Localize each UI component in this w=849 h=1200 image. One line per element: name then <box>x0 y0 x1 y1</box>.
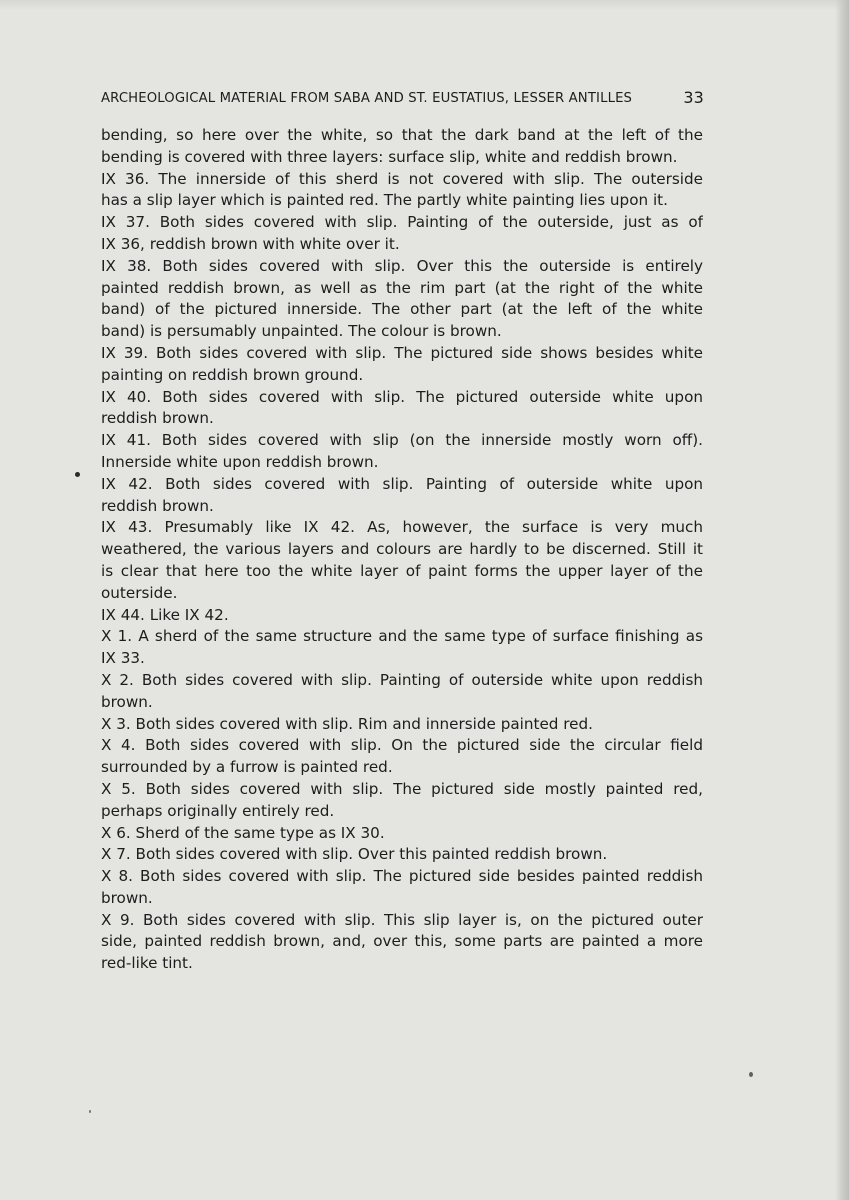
text-line: band) is persumably unpainted. The colour is brown. <box>101 322 502 341</box>
paragraph <box>101 474 703 518</box>
paragraph <box>101 169 703 213</box>
text-line: IX 37. Both sides covered with slip. Painting of the outerside, just as of <box>101 213 703 232</box>
paper-speck <box>749 1072 753 1077</box>
paragraph <box>101 735 703 779</box>
text-line: IX 36. The innerside of this sherd is not covered with slip. The outerside <box>101 169 703 188</box>
paragraph <box>101 866 703 910</box>
running-head-title: ARCHEOLOGICAL MATERIAL FROM SABA AND ST. EUSTATIUS, LESSER ANTILLES <box>101 91 633 106</box>
paper-speck <box>75 472 80 477</box>
paragraph <box>101 605 703 627</box>
paragraph <box>101 670 703 714</box>
text-line: IX 42. Both sides covered with slip. Painting of outerside white upon <box>101 474 703 493</box>
text-line: X 8. Both sides covered with slip. The pictured side besides painted reddish <box>101 867 703 886</box>
text-line: IX 44. Like IX 42. <box>101 605 229 624</box>
text-line: IX 41. Both sides covered with slip (on the innerside mostly worn off). <box>101 431 703 450</box>
text-line: IX 40. Both sides covered with slip. The pictured outerside white upon <box>101 387 703 406</box>
text-line: is clear that here too the white layer of paint forms the upper layer of the <box>101 561 703 580</box>
paragraph <box>101 387 703 431</box>
text-line: bending is covered with three layers: surface slip, white and reddish brown. <box>101 147 678 166</box>
body-text <box>101 125 703 975</box>
text-line: IX 43. Presumably like IX 42. As, however, the surface is very much <box>101 518 703 537</box>
paragraph <box>101 779 703 823</box>
text-line: brown. <box>101 888 153 907</box>
paragraph <box>101 844 703 866</box>
text-line: IX 38. Both sides covered with slip. Over this the outerside is entirely <box>101 256 703 275</box>
paper-speck <box>89 1110 91 1113</box>
text-line: painting on reddish brown ground. <box>101 365 364 384</box>
page-edge-top <box>0 0 849 10</box>
paragraph <box>101 256 703 343</box>
paragraph <box>101 823 703 845</box>
text-line: red-like tint. <box>101 954 193 973</box>
text-line: X 1. A sherd of the same structure and the same type of surface finishing as <box>101 627 703 646</box>
text-line: X 7. Both sides covered with slip. Over this painted reddish brown. <box>101 845 608 864</box>
text-line: has a slip layer which is painted red. The partly white painting lies upon it. <box>101 191 668 210</box>
paragraph <box>101 430 703 474</box>
text-line: X 2. Both sides covered with slip. Painting of outerside white upon reddish <box>101 670 703 689</box>
text-line: reddish brown. <box>101 496 214 515</box>
text-line: X 6. Sherd of the same type as IX 30. <box>101 823 385 842</box>
paragraph <box>101 626 703 670</box>
text-line: side, painted reddish brown, and, over this, some parts are painted a more <box>101 932 703 951</box>
text-line: surrounded by a furrow is painted red. <box>101 758 393 777</box>
text-line: X 3. Both sides covered with slip. Rim and innerside painted red. <box>101 714 593 733</box>
paragraph <box>101 125 703 169</box>
text-line: painted reddish brown, as well as the rim part (at the right of the white <box>101 278 703 297</box>
text-line: Innerside white upon reddish brown. <box>101 452 379 471</box>
text-line: X 4. Both sides covered with slip. On the pictured side the circular field <box>101 736 703 755</box>
text-line: IX 36, reddish brown with white over it. <box>101 234 400 253</box>
text-line: X 5. Both sides covered with slip. The pictured side mostly painted red, <box>101 779 703 798</box>
page-number: 33 <box>683 88 704 107</box>
text-line: IX 33. <box>101 649 145 668</box>
text-line: IX 39. Both sides covered with slip. The pictured side shows besides white <box>101 343 703 362</box>
text-line: reddish brown. <box>101 409 214 428</box>
text-line: outerside. <box>101 583 178 602</box>
text-line: weathered, the various layers and colours are hardly to be discerned. Still it <box>101 540 703 559</box>
text-line: brown. <box>101 692 153 711</box>
paragraph <box>101 212 703 256</box>
paragraph <box>101 343 703 387</box>
paragraph <box>101 910 703 975</box>
text-line: bending, so here over the white, so that the dark band at the left of the <box>101 126 703 144</box>
page-edge-right <box>835 0 849 1200</box>
paragraph <box>101 714 703 736</box>
text-line: perhaps originally entirely red. <box>101 801 335 820</box>
text-line: band) of the pictured innerside. The other part (at the left of the white <box>101 300 703 319</box>
paragraph <box>101 517 703 604</box>
running-head <box>101 88 704 110</box>
text-line: X 9. Both sides covered with slip. This slip layer is, on the pictured outer <box>101 910 703 929</box>
